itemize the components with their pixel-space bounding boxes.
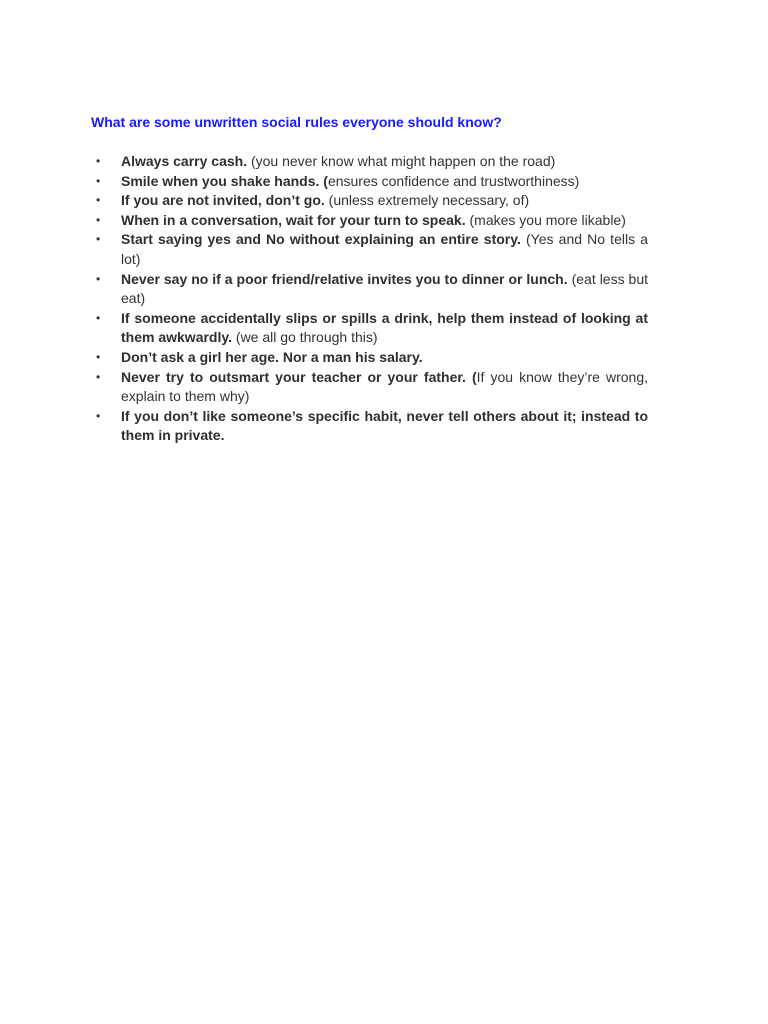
list-item: [96, 368, 648, 407]
rule-note-text: (unless extremely necessary, of): [324, 192, 530, 209]
rule-bold-text: Start saying yes and No without explaining an entire story.: [121, 231, 521, 248]
rule-note-text: (eat less but eat): [121, 270, 649, 307]
rule-bold-text: Never say no if a poor friend/relative invites you to dinner or lunch.: [121, 270, 568, 287]
rule-bold-text: If someone accidentally slips or spills a drink, help them instead of looking at them awkwardly.: [121, 309, 648, 346]
rule-bold-text: Always carry cash.: [121, 153, 248, 169]
list-item: [96, 172, 648, 192]
bullet-icon: •: [96, 193, 101, 208]
bullet-icon: •: [96, 369, 101, 384]
bullet-icon: •: [96, 212, 101, 227]
bullet-icon: •: [96, 408, 101, 423]
rule-note-text: (we all go through this): [232, 329, 378, 346]
bullet-icon: •: [96, 173, 101, 188]
list-item: [96, 152, 648, 172]
list-item: [96, 270, 648, 309]
rule-note-text: (you never know what might happen on the road): [247, 153, 556, 169]
bullet-icon: •: [96, 349, 101, 364]
bullet-icon: •: [96, 310, 101, 325]
rule-bold-text: If you don’t like someone’s specific habit, never tell others about it; instead to them in private.: [121, 407, 648, 444]
bullet-icon: •: [96, 154, 101, 168]
rules-list: [96, 152, 648, 446]
rule-bold-text: Smile when you shake hands. (: [121, 172, 328, 189]
question-heading: What are some unwritten social rules everyone should know?: [91, 114, 502, 130]
rule-bold-text: When in a conversation, wait for your turn to speak.: [121, 211, 466, 228]
list-item: [96, 230, 648, 269]
rule-bold-text: If you are not invited, don’t go.: [121, 192, 325, 209]
rule-note-text: (makes you more likable): [465, 211, 626, 228]
list-item: [96, 348, 648, 368]
list-item: [96, 407, 648, 446]
list-item: [96, 309, 648, 348]
rule-note-text: If you know they’re wrong, explain to them why): [121, 368, 649, 405]
bullet-icon: •: [96, 271, 101, 286]
list-item: [96, 211, 648, 231]
rule-bold-text: Don’t ask a girl her age. Nor a man his salary.: [121, 348, 423, 365]
list-item: [96, 191, 648, 211]
bullet-icon: •: [96, 232, 101, 247]
rule-note-text: (Yes and No tells a lot): [121, 231, 648, 267]
rule-bold-text: Never try to outsmart your teacher or your father. (: [121, 368, 477, 385]
rule-note-text: ensures confidence and trustworthiness): [327, 172, 580, 189]
